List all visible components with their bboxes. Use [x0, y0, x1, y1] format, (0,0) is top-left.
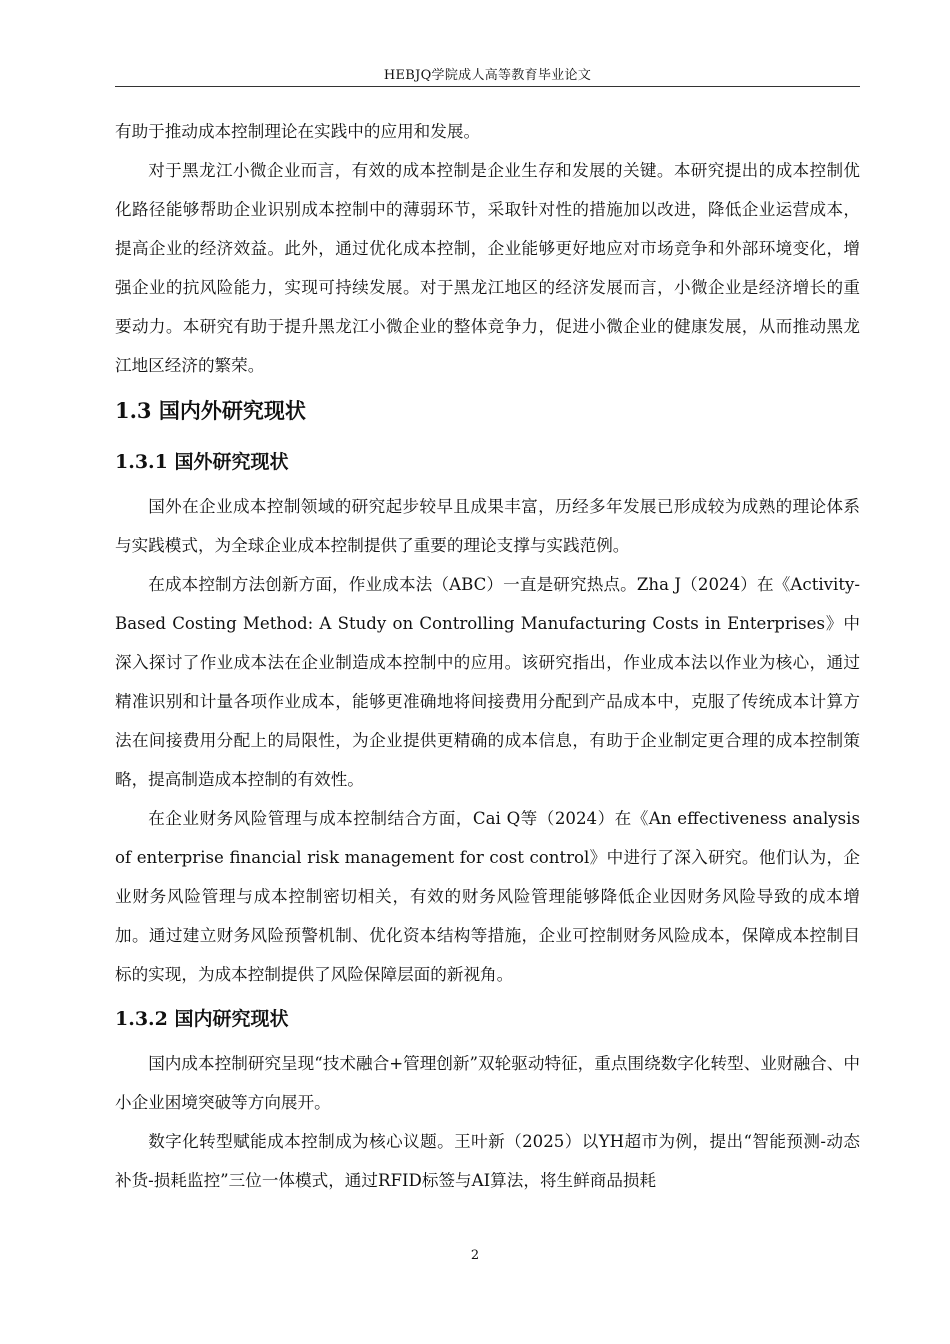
paragraph-abc: 在成本控制方法创新方面，作业成本法（ABC）一直是研究热点。Zha J（2024）在《Activity-Based Costing Method: A Study on Controlling Manufacturing Costs in Enterprises》中深入探讨了作业成本法在企业制造成本控制中的应用。该研究指出，作业成本法以作业为核心，通过精准识别和计量各项作业成本，能够更准确地将间接费用分配到产品成本中，克服了传统成本计算方法在间接费用分配上的局限性，为企业提供更精确的成本信息，有助于企业制定更合理的成本控制策略，提高制造成本控制的有效性。	[115, 575, 860, 789]
header-divider	[115, 86, 860, 87]
paragraph-foreign-intro: 国外在企业成本控制领域的研究起步较早且成果丰富，历经多年发展已形成较为成熟的理论体系与实践模式，为全球企业成本控制提供了重要的理论支撑与实践范例。	[115, 497, 860, 555]
page-number: 2	[470, 1248, 480, 1263]
page-header: HEBJQ学院成人高等教育毕业论文	[383, 68, 592, 83]
paragraph-domestic-intro: 国内成本控制研究呈现“技术融合+管理创新”双轮驱动特征，重点围绕数字化转型、业财融合、中小企业困境突破等方向展开。	[115, 1054, 860, 1112]
paragraph-risk: 在企业财务风险管理与成本控制结合方面，Cai Q等（2024）在《An effectiveness analysis of enterprise financial risk management for cost control》中进行了深入研究。他们认为，企业财务风险管理与成本控制密切相关，有效的财务风险管理能够降低企业因财务风险导致的成本增加。通过建立财务风险预警机制、优化资本结构等措施，企业可控制财务风险成本，保障成本控制目标的实现，为成本控制提供了风险保障层面的新视角。	[115, 809, 860, 984]
subsection-heading-1-3-2: 1.3.2 国内研究现状	[115, 1008, 289, 1030]
subsection-heading-1-3-1: 1.3.1 国外研究现状	[115, 451, 289, 473]
paragraph-significance: 对于黑龙江小微企业而言，有效的成本控制是企业生存和发展的关键。本研究提出的成本控制优化路径能够帮助企业识别成本控制中的薄弱环节，采取针对性的措施加以改进，降低企业运营成本，提高企业的经济效益。此外，通过优化成本控制，企业能够更好地应对市场竞争和外部环境变化，增强企业的抗风险能力，实现可持续发展。对于黑龙江地区的经济发展而言，小微企业是经济增长的重要动力。本研究有助于提升黑龙江小微企业的整体竞争力，促进小微企业的健康发展，从而推动黑龙江地区经济的繁荣。	[115, 161, 860, 375]
paragraph-continued: 有助于推动成本控制理论在实践中的应用和发展。	[115, 122, 481, 141]
section-heading-1-3: 1.3 国内外研究现状	[115, 398, 306, 423]
page-body	[115, 112, 860, 1200]
paragraph-digital: 数字化转型赋能成本控制成为核心议题。王叶新（2025）以YH超市为例，提出“智能预测-动态补货-损耗监控”三位一体模式，通过RFID标签与AI算法，将生鲜商品损耗	[115, 1132, 860, 1190]
